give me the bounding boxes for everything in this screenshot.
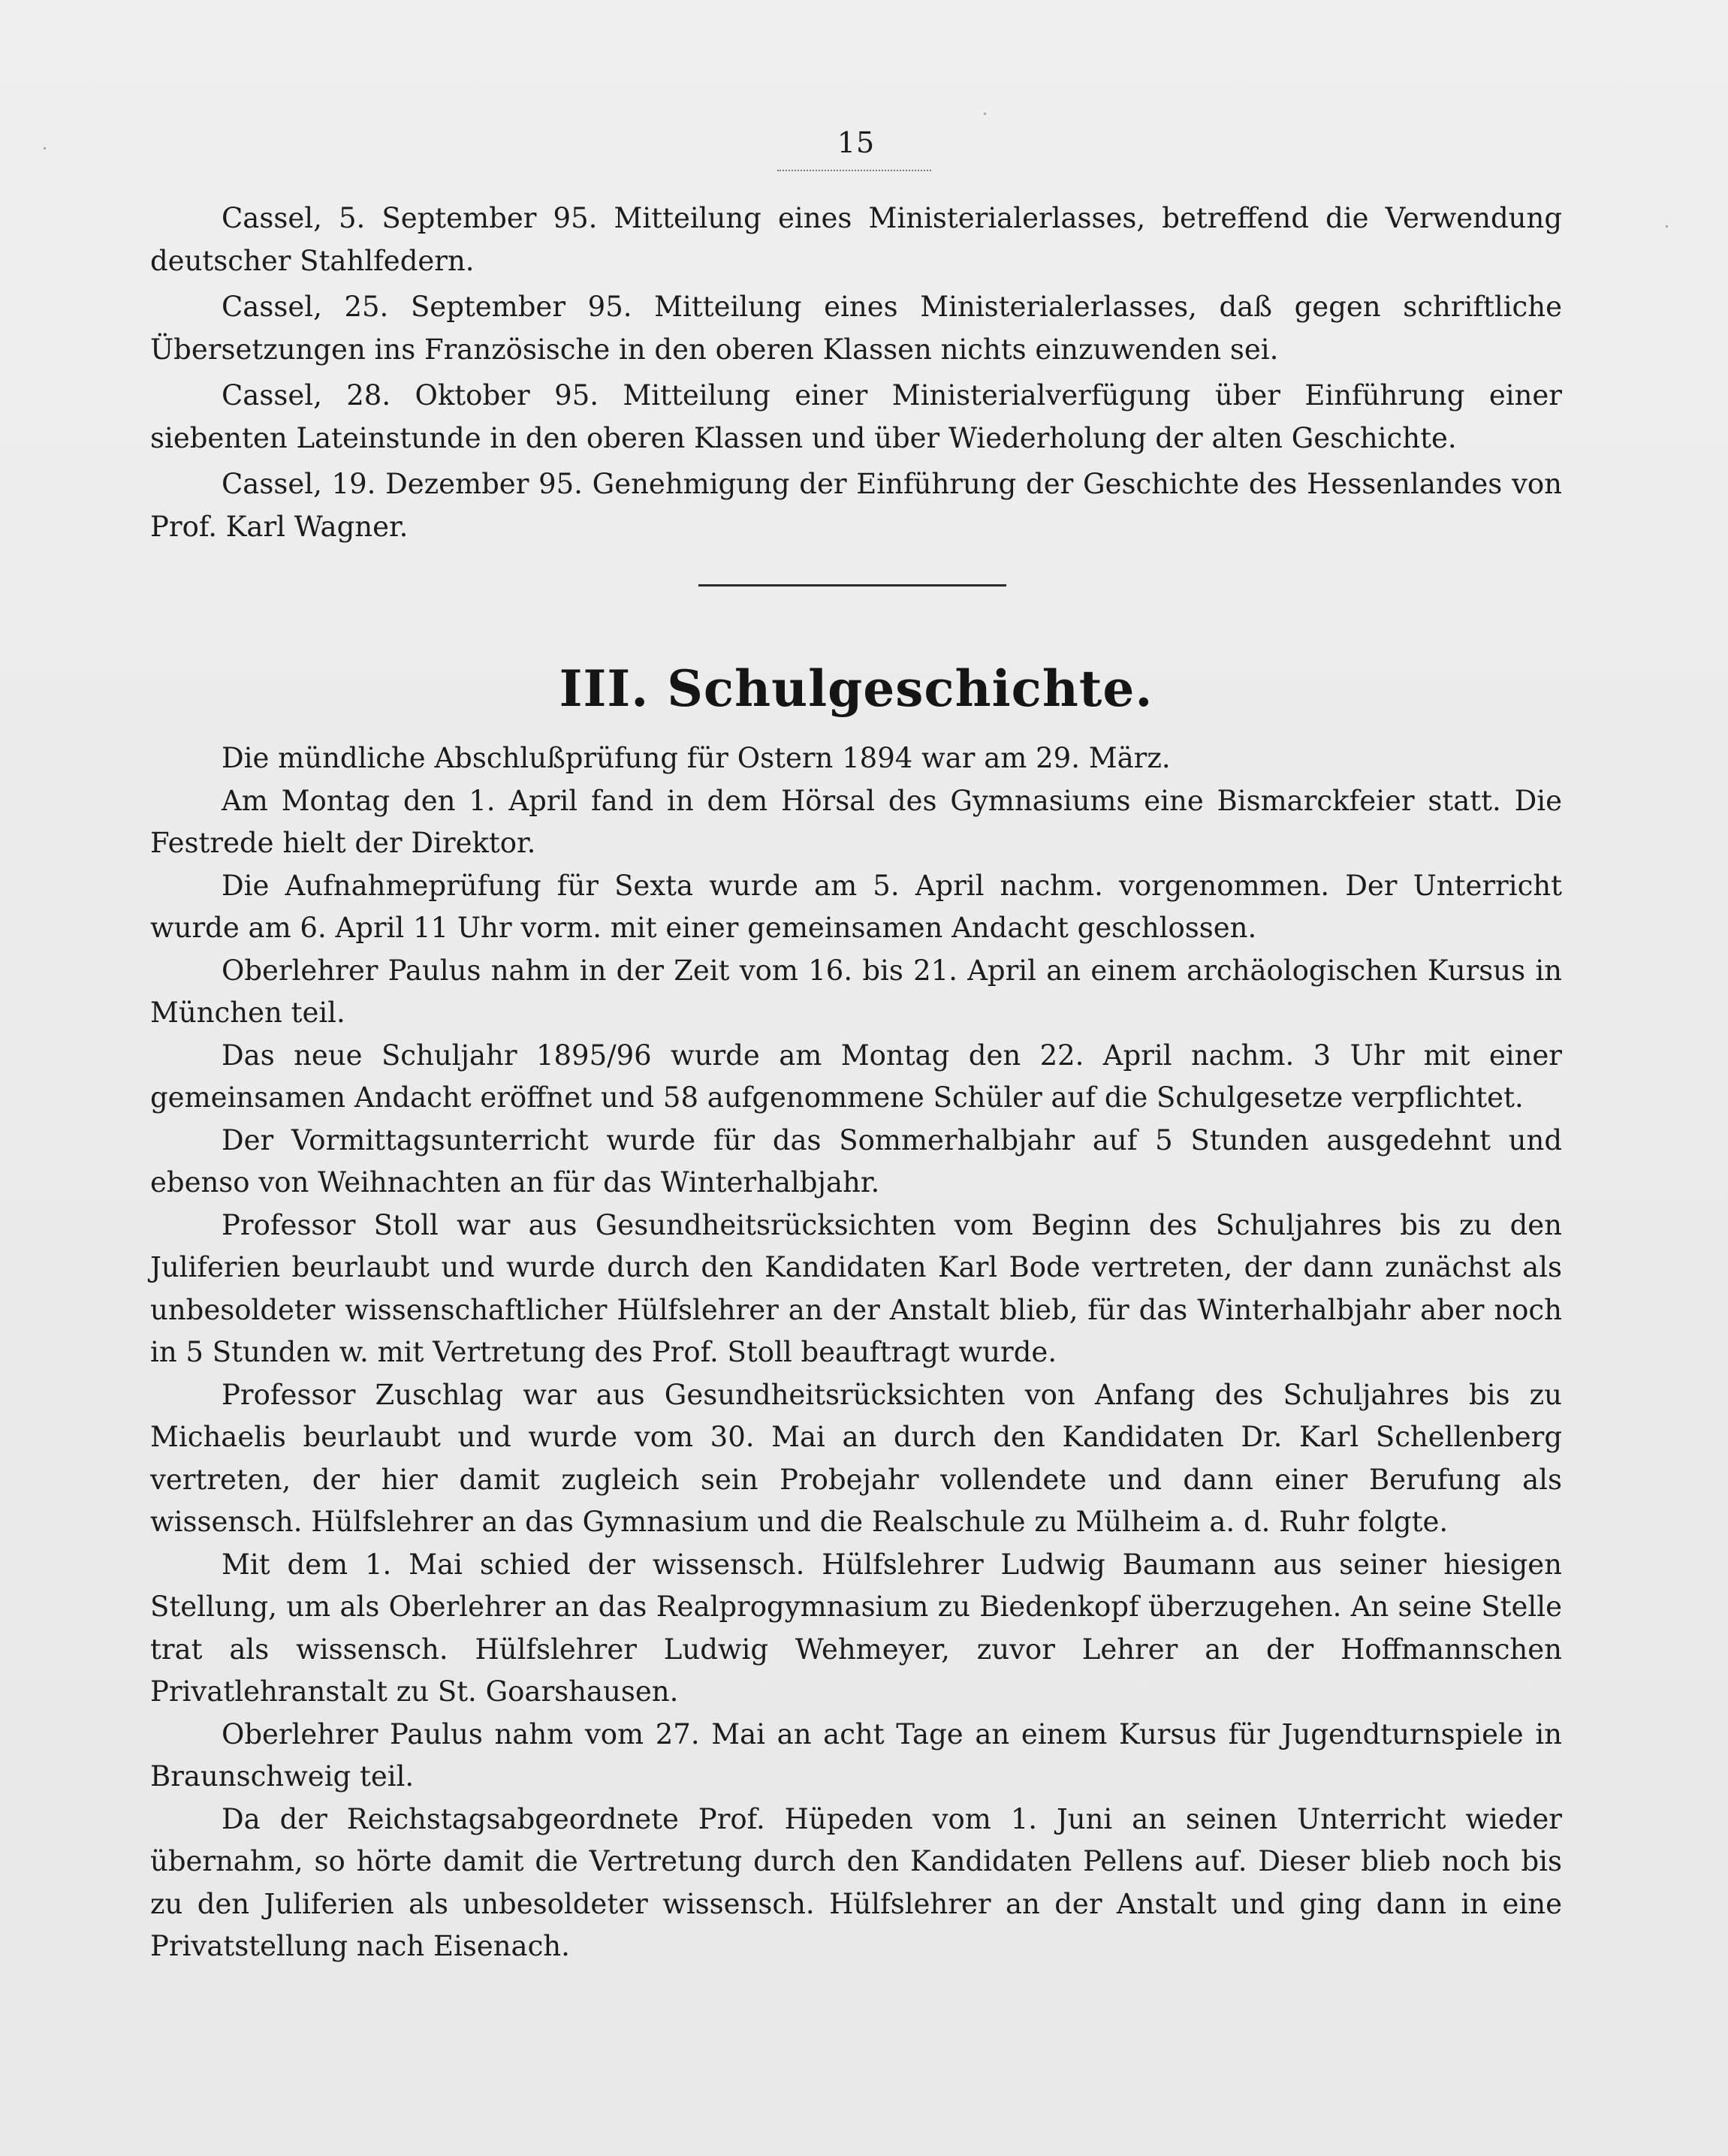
history-paragraph: Professor Zuschlag war aus Gesundheitsrücksichten von Anfang des Schuljahres bis zu Michaelis beurlaubt und wurde vom 30. Mai an durch den Kandidaten Dr. Karl Schellenberg vertreten, der hier damit zugleich sein Probejahr vollendete und dann einer Berufung als wissensch. Hülfslehrer an das Gymnasium und die Realschule zu Mülheim a. d. Ruhr folgte. <box>150 1378 1562 1538</box>
history-paragraph: Da der Reichstagsabgeordnete Prof. Hüpeden vom 1. Juni an seinen Unterricht wieder übernahm, so hörte damit die Vertretung durch den Kandidaten Pellens auf. Dieser blieb noch bis zu den Juliferien als unbesoldeter wissensch. Hülfslehrer an der Anstalt und ging dann in eine Privatstellung nach Eisenach. <box>150 1802 1562 1962</box>
history-paragraph: Die mündliche Abschlußprüfung für Ostern 1894 war am 29. März. <box>222 742 1171 774</box>
section-heading: III. Schulgeschichte. <box>559 659 1154 718</box>
history-paragraph: Professor Stoll war aus Gesundheitsrücksichten vom Beginn des Schuljahres bis zu den Juliferien beurlaubt und wurde durch den Kandidaten Karl Bode vertreten, der dann zunächst als unbesoldeter wissenschaftlicher Hülfslehrer an der Anstalt blieb, für das Winterhalbjahr aber noch in 5 Stunden w. mit Vertretung des Prof. Stoll beauftragt wurde. <box>150 1208 1562 1368</box>
scan-speck <box>1666 225 1668 228</box>
decree-entry: Cassel, 28. Oktober 95. Mitteilung einer Ministerialverfügung über Einführung einer siebenten Lateinstunde in den oberen Klassen und über Wiederholung der alten Geschichte. <box>150 379 1562 454</box>
history-paragraph: Oberlehrer Paulus nahm vom 27. Mai an acht Tage an einem Kursus für Jugendturnspiele in Braunschweig teil. <box>150 1717 1562 1793</box>
scan-speck <box>984 113 986 115</box>
history-paragraph: Mit dem 1. Mai schied der wissensch. Hülfslehrer Ludwig Baumann aus seiner hiesigen Stellung, um als Oberlehrer an das Realprogymnasium zu Biedenkopf überzugehen. An seine Stelle trat als wissensch. Hülfslehrer Ludwig Wehmeyer, zuvor Lehrer an der Hoffmannschen Privatlehranstalt zu St. Goarshausen. <box>150 1548 1562 1708</box>
page-number-ornament <box>777 167 931 171</box>
decree-entry: Cassel, 25. September 95. Mitteilung eines Ministerialerlasses, daß gegen schriftliche Übersetzungen ins Französische in den oberen Klassen nichts einzuwenden sei. <box>150 291 1562 366</box>
history-paragraph: Der Vormittagsunterricht wurde für das Sommerhalbjahr auf 5 Stunden ausgedehnt und ebenso von Weihnachten an für das Winterhalbjahr. <box>150 1123 1562 1199</box>
history-paragraph: Die Aufnahmeprüfung für Sexta wurde am 5. April nachm. vorgenommen. Der Unterricht wurde am 6. April 11 Uhr vorm. mit einer gemeinsamen Andacht geschlossen. <box>150 869 1562 944</box>
section-divider <box>698 584 1006 586</box>
school-history-text <box>150 737 1562 1968</box>
scan-speck <box>44 147 46 149</box>
history-paragraph: Am Montag den 1. April fand in dem Hörsal des Gymnasiums eine Bismarckfeier statt. Die Festrede hielt der Direktor. <box>150 784 1562 859</box>
history-paragraph: Das neue Schuljahr 1895/96 wurde am Montag den 22. April nachm. 3 Uhr mit einer gemeinsamen Andacht eröffnet und 58 aufgenommene Schüler auf die Schulgesetze verpflichtet. <box>150 1039 1562 1114</box>
page-number: 15 <box>837 126 876 159</box>
history-paragraph: Oberlehrer Paulus nahm in der Zeit vom 16. bis 21. April an einem archäologischen Kursus in München teil. <box>150 954 1562 1029</box>
decree-list <box>150 197 1562 551</box>
decree-entry: Cassel, 5. September 95. Mitteilung eines Ministerialerlasses, betreffend die Verwendung deutscher Stahlfedern. <box>150 202 1562 277</box>
decree-entry: Cassel, 19. Dezember 95. Genehmigung der Einführung der Geschichte des Hessenlandes von Prof. Karl Wagner. <box>150 468 1562 543</box>
